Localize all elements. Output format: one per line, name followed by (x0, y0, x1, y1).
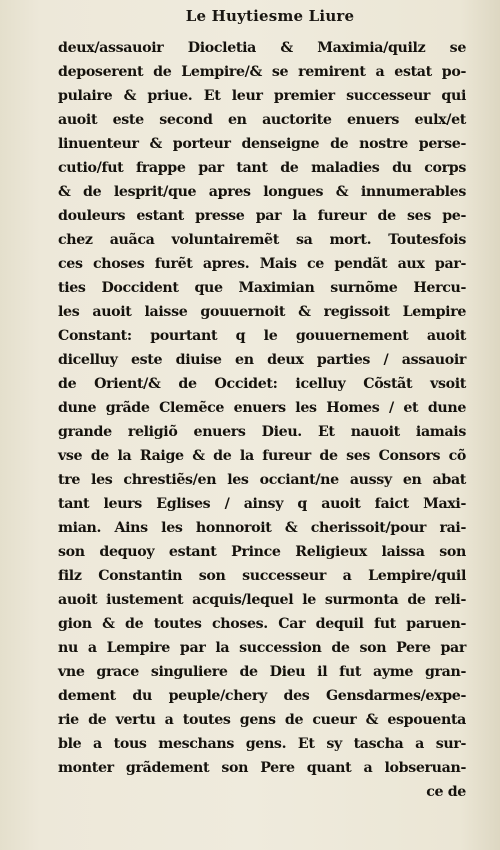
text-line: les auoit laisse gouuernoit & regissoit Lempire (58, 304, 466, 320)
text-line: son dequoy estant Prince Religieux laissa son (58, 544, 466, 560)
catchword: ce de (426, 784, 466, 800)
text-line: douleurs estant presse par la fureur de ses pe- (58, 208, 466, 224)
text-line: dement du peuple/chery des Gensdarmes/expe- (58, 688, 466, 704)
text-line: tre les chrestiẽs/en les occiant/ne aussy en abat (58, 472, 466, 488)
text-line: filz Constantin son successeur a Lempire/quil (58, 568, 466, 584)
text-line: vse de la Raige & de la fureur de ses Consors cõ (58, 448, 466, 464)
text-line: cutio/fut frappe par tant de maladies du corps (58, 160, 466, 176)
text-line: rie de vertu a toutes gens de cueur & espouenta (58, 712, 466, 728)
text-line: grande religiõ enuers Dieu. Et nauoit iamais (58, 424, 466, 440)
text-line: auoit iustement acquis/lequel le surmonta de reli- (58, 592, 466, 608)
text-line: de Orient/& de Occidet: icelluy Cõstãt vsoit (58, 376, 466, 392)
text-line: & de lesprit/que apres longues & innumerables (58, 184, 466, 200)
text-line: dicelluy este diuise en deux parties / assauoir (58, 352, 466, 368)
text-line: chez auãca voluntairemẽt sa mort. Toutesfois (58, 232, 466, 248)
text-line: vne grace singuliere de Dieu il fut ayme gran- (58, 664, 466, 680)
text-line: ces choses furẽt apres. Mais ce pendãt aux par- (58, 256, 466, 272)
text-line: pulaire & priue. Et leur premier successeur qui (58, 88, 466, 104)
text-line: dune grãde Clemẽce enuers les Homes / et dune (58, 400, 466, 416)
body-text (58, 36, 466, 804)
text-line: gion & de toutes choses. Car dequil fut paruen- (58, 616, 466, 632)
text-line: monter grãdement son Pere quant a lobseruan- (58, 760, 466, 776)
text-line: ble a tous meschans gens. Et sy tascha a sur- (58, 736, 466, 752)
show-through-ink-bottom (400, 805, 480, 841)
text-line: mian. Ains les honnoroit & cherissoit/pour rai- (58, 520, 466, 536)
running-head: Le Huytiesme Liure (185, 7, 355, 25)
text-line: nu a Lempire par la succession de son Pere par (58, 640, 466, 656)
text-line: deux/assauoir Diocletia & Maximia/quilz se (58, 40, 466, 56)
text-line: deposerent de Lempire/& se remirent a estat po- (58, 64, 466, 80)
text-line: linuenteur & porteur denseigne de nostre perse- (58, 136, 466, 152)
text-line: auoit este second en auctorite enuers eulx/et (58, 112, 466, 128)
text-line: Constant: pourtant q le gouuernement auoit (58, 328, 466, 344)
text-line: tant leurs Eglises / ainsy q auoit faict Maxi- (58, 496, 466, 512)
text-line: ties Doccident que Maximian surnõme Hercu- (58, 280, 466, 296)
